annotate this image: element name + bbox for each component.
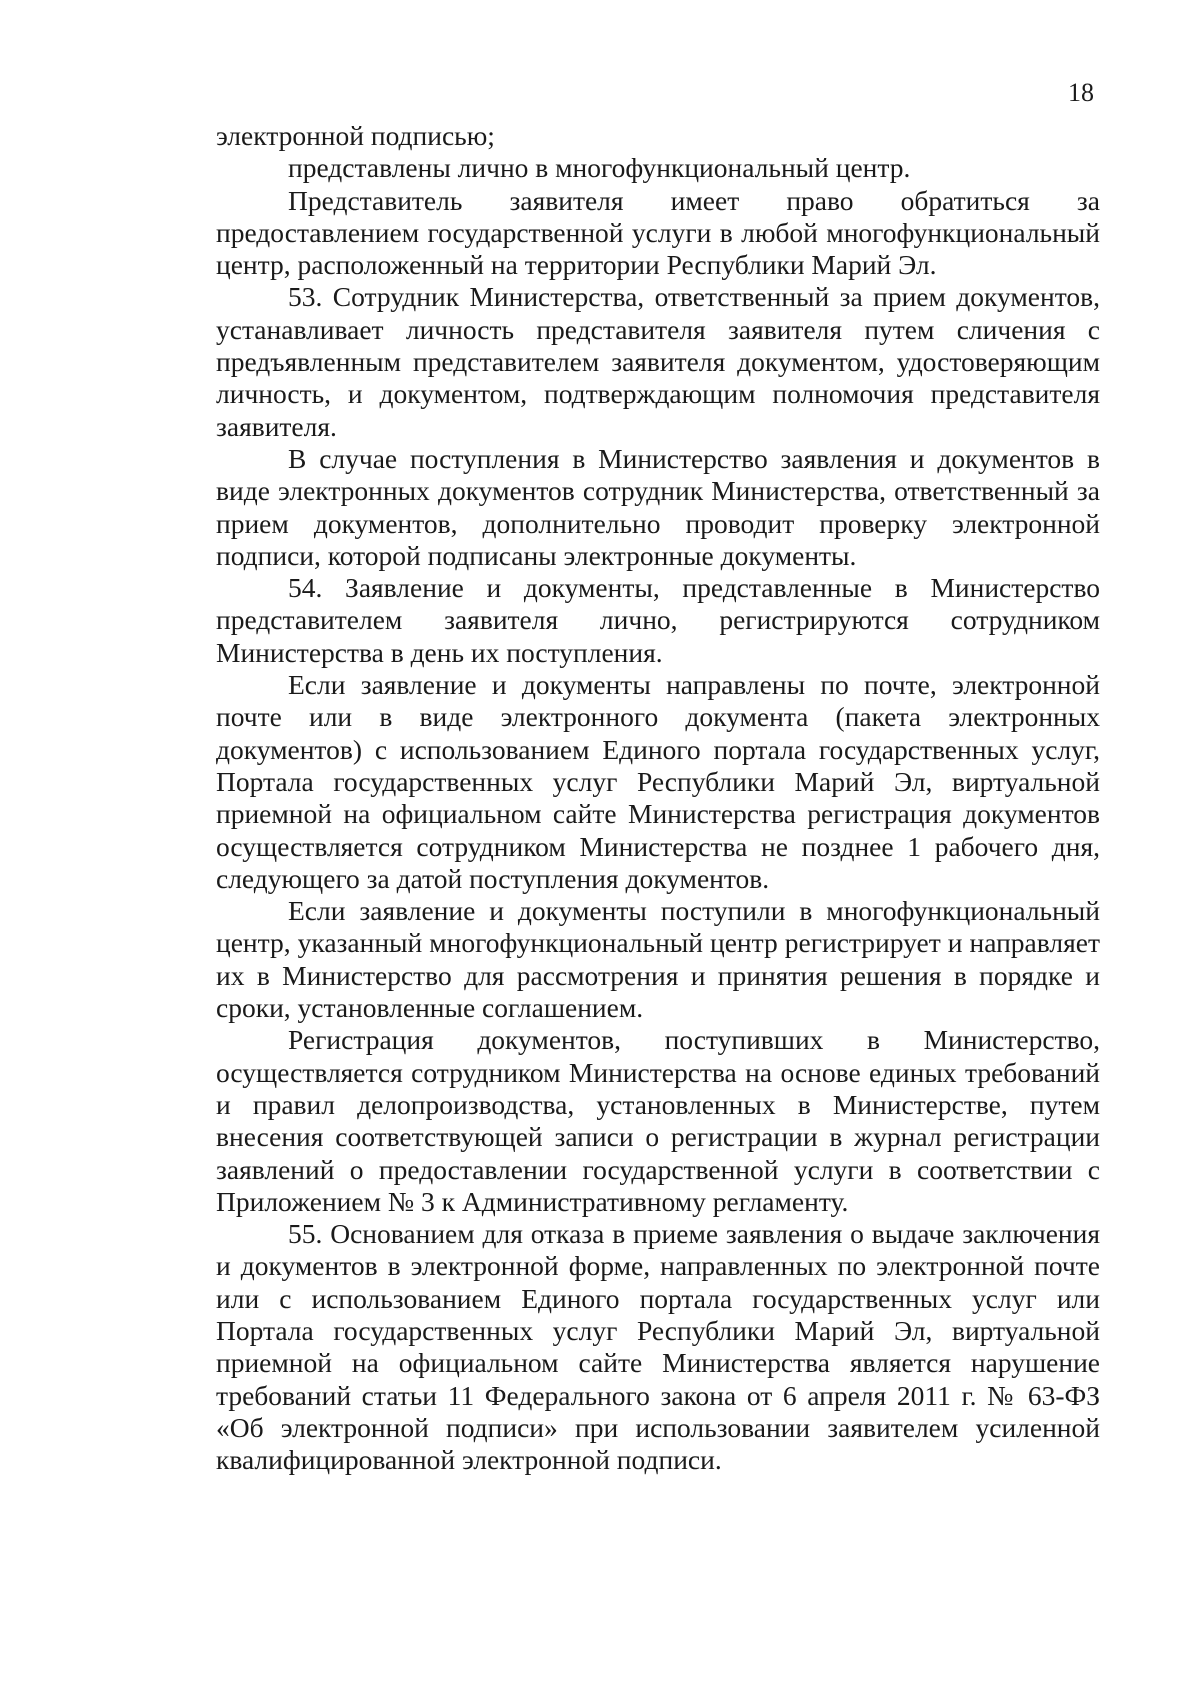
paragraph: представлены лично в многофункциональный центр. <box>288 152 911 184</box>
page-number: 18 <box>1068 78 1094 107</box>
paragraph: В случае поступления в Министерство заявления и документов в виде электронных документов сотрудник Министерства, ответственный за прием документов, дополнительно проводит проверку электронной подписи, которой подписаны электронные документы. <box>216 442 1100 571</box>
paragraph-item-54: 54. Заявление и документы, представленные в Министерство представителем заявителя лично, регистрируются сотрудником Министерства в день их поступления. <box>216 572 1100 668</box>
paragraph-continuation: электронной подписью; <box>216 120 495 151</box>
paragraph: Если заявление и документы направлены по почте, электронной почте или в виде электронного документа (пакета электронных документов) с использованием Единого портала государственных услуг, Портала государственных услуг Республики Марий Эл, виртуальной приемной на официальном сайте Министерства регистрация документов осуществляется сотрудником Министерства не позднее 1 рабочего дня, следующего за датой поступления документов. <box>216 669 1100 894</box>
paragraph: Если заявление и документы поступили в многофункциональный центр, указанный многофункциональный центр регистрирует и направляет их в Министерство для рассмотрения и принятия решения в порядке и сроки, установленные соглашением. <box>216 895 1100 1024</box>
document-body <box>216 120 1100 1476</box>
paragraph-item-53: 53. Сотрудник Министерства, ответственный за прием документов, устанавливает личность представителя заявителя путем сличения с предъявленным представителем заявителя документом, удостоверяющим личность, и документом, подтверждающим полномочия представителя заявителя. <box>216 281 1100 442</box>
paragraph: Представитель заявителя имеет право обратиться за предоставлением государственной услуги в любой многофункциональный центр, расположенный на территории Республики Марий Эл. <box>216 184 1100 281</box>
paragraph: Регистрация документов, поступивших в Министерство, осуществляется сотрудником Министерства на основе единых требований и правил делопроизводства, установленных в Министерстве, путем внесения соответствующей записи о регистрации в журнал регистрации заявлений о предоставлении государственной услуги в соответствии с Приложением № 3 к Административному регламенту. <box>216 1024 1100 1217</box>
paragraph-item-55: 55. Основанием для отказа в приеме заявления о выдаче заключения и документов в электронной форме, направленных по электронной почте или с использованием Единого портала государственных услуг или Портала государственных услуг Республики Марий Эл, виртуальной приемной на официальном сайте Министерства является нарушение требований статьи 11 Федерального закона от 6 апреля 2011 г. № 63-ФЗ «Об электронной подписи» при использовании заявителем усиленной квалифицированной электронной подписи. <box>216 1218 1100 1476</box>
